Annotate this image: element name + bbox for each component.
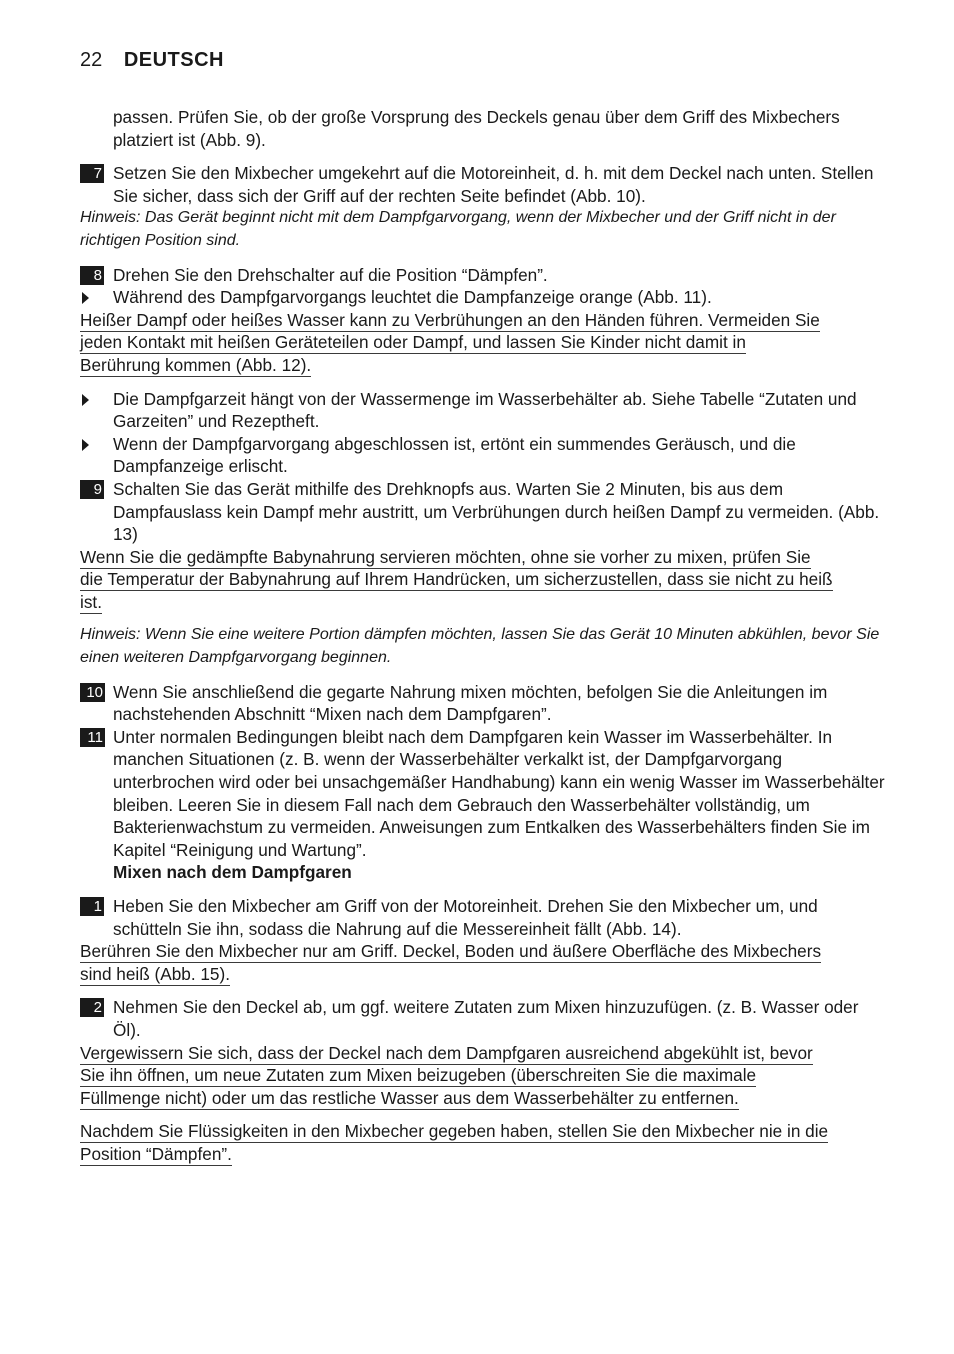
step-10	[80, 681, 888, 726]
warning-line: die Temperatur der Babynahrung auf Ihrem Handrücken, um sicherzustellen, dass sie nicht zu heiß	[80, 569, 833, 590]
mix-step-1	[80, 895, 888, 940]
warning-line: ist.	[80, 591, 102, 612]
bullet-triangle-icon	[82, 439, 89, 451]
warning-line: jeden Kontakt mit heißen Geräteteilen oder Dampf, und lassen Sie Kinder nicht damit in	[80, 332, 746, 353]
note-position: Hinweis: Das Gerät beginnt nicht mit dem Dampfgarvorgang, wenn der Mixbecher und der Griff nicht in der richtigen Position sind.	[80, 209, 836, 249]
step-number: 10	[80, 683, 105, 702]
warning-line: Vergewissern Sie sich, dass der Deckel nach dem Dampfgaren ausreichend abgekühlt ist, bevor	[80, 1042, 813, 1063]
warning-baby-food-temperature	[80, 546, 888, 614]
step-number: 1	[80, 897, 104, 916]
warning-line: Heißer Dampf oder heißes Wasser kann zu Verbrühungen an den Händen führen. Vermeiden Sie	[80, 309, 820, 330]
warning-lid-cooled	[80, 1042, 888, 1110]
step-text: Unter normalen Bedingungen bleibt nach dem Dampfgaren kein Wasser im Wasserbehälter. In manchen Situationen (z. B. wenn der Wasserbehälter verkalkt ist, der Dampfgarvorgang unterbrochen wird oder bei unsachgemäßer Handhabung) kann ein wenig Wasser im Wasserbehälter bleiben. Leeren Sie in diesem Fall nach dem Gebrauch den Wasserbehälter vollständig, um Bakterienwachstum zu vermeiden. Anweisungen zum Entkalken des Wasserbehälters finden Sie im Kapitel “Reinigung und Wartung”.	[113, 726, 885, 860]
note-cool-down: Hinweis: Wenn Sie eine weitere Portion dämpfen möchten, lassen Sie das Gerät 10 Minuten abkühlen, bevor Sie einen weiteren Dampfgarvorgang beginnen.	[80, 626, 880, 667]
warning-line: Berühren Sie den Mixbecher nur am Griff. Deckel, Boden und äußere Oberfläche des Mixbechers	[80, 941, 822, 962]
warning-liquids-steam-position	[80, 1120, 888, 1165]
bullet-item	[80, 433, 888, 478]
step-text: Schalten Sie das Gerät mithilfe des Drehknopfs aus. Warten Sie 2 Minuten, bis aus dem Dampfauslass kein Dampf mehr austritt, um Verbrühungen durch heißen Dampf zu vermeiden. (Abb. 13)	[113, 478, 880, 545]
section-heading: Mixen nach dem Dampfgaren	[113, 862, 352, 883]
step-text: Wenn Sie anschließend die gegarte Nahrung mixen möchten, befolgen Sie die Anleitungen im nachstehenden Abschnitt “Mixen nach dem Dampfgaren”.	[113, 681, 828, 725]
bullet-text: Die Dampfgarzeit hängt von der Wassermenge im Wasserbehälter ab. Siehe Tabelle “Zutaten und Garzeiten” und Rezeptheft.	[113, 388, 857, 432]
continued-paragraph: passen. Prüfen Sie, ob der große Vorsprung des Deckels genau über dem Griff des Mixbechers platziert ist (Abb. 9).	[113, 107, 840, 150]
warning-line: sind heiß (Abb. 15).	[80, 963, 230, 984]
warning-line: Füllmenge nicht) oder um das restliche Wasser aus dem Wasserbehälter zu entfernen.	[80, 1087, 739, 1108]
warning-line: Nachdem Sie Flüssigkeiten in den Mixbecher gegeben haben, stellen Sie den Mixbecher nie in die	[80, 1121, 829, 1142]
step-7	[80, 162, 888, 207]
step-text: Drehen Sie den Drehschalter auf die Position “Dämpfen”.	[113, 264, 548, 285]
warning-hot-steam	[80, 309, 888, 377]
mix-step-2	[80, 996, 888, 1041]
page-content	[80, 106, 888, 1177]
warning-line: Position “Dämpfen”.	[80, 1143, 232, 1164]
step-8	[80, 264, 888, 287]
step-11	[80, 726, 888, 862]
bullet-text: Während des Dampfgarvorgangs leuchtet die Dampfanzeige orange (Abb. 11).	[113, 287, 712, 308]
step-text: Nehmen Sie den Deckel ab, um ggf. weitere Zutaten zum Mixen hinzuzufügen. (z. B. Wasser oder Öl).	[113, 997, 859, 1040]
page-header	[80, 48, 224, 72]
step-9	[80, 478, 888, 546]
bullet-triangle-icon	[82, 394, 89, 406]
section-language: DEUTSCH	[123, 49, 224, 71]
bullet-item	[80, 388, 888, 433]
step-number: 11	[80, 728, 105, 747]
warning-line: Wenn Sie die gedämpfte Babynahrung servieren möchten, ohne sie vorher zu mixen, prüfen Sie	[80, 546, 811, 567]
page-number: 22	[80, 49, 103, 71]
bullet-text: Wenn der Dampfgarvorgang abgeschlossen ist, ertönt ein summendes Geräusch, und die Dampfanzeige erlischt.	[113, 433, 796, 477]
step-number: 7	[80, 164, 104, 183]
warning-line: Berührung kommen (Abb. 12).	[80, 354, 312, 375]
step-number: 9	[80, 480, 104, 499]
bullet-item	[80, 286, 888, 309]
step-number: 2	[80, 998, 104, 1017]
warning-hot-surfaces	[80, 940, 888, 985]
bullet-triangle-icon	[82, 292, 89, 304]
step-text: Heben Sie den Mixbecher am Griff von der Motoreinheit. Drehen Sie den Mixbecher um, und schütteln Sie ihn, sodass die Nahrung auf die Messereinheit fällt (Abb. 14).	[113, 896, 818, 939]
warning-line: Sie ihn öffnen, um neue Zutaten zum Mixen beizugeben (überschreiten Sie die maximale	[80, 1065, 757, 1086]
step-text: Setzen Sie den Mixbecher umgekehrt auf die Motoreinheit, d. h. mit dem Deckel nach unten. Stellen Sie sicher, dass sich der Griff auf der rechten Seite befindet (Abb. 10).	[113, 163, 874, 206]
step-number: 8	[80, 266, 104, 285]
